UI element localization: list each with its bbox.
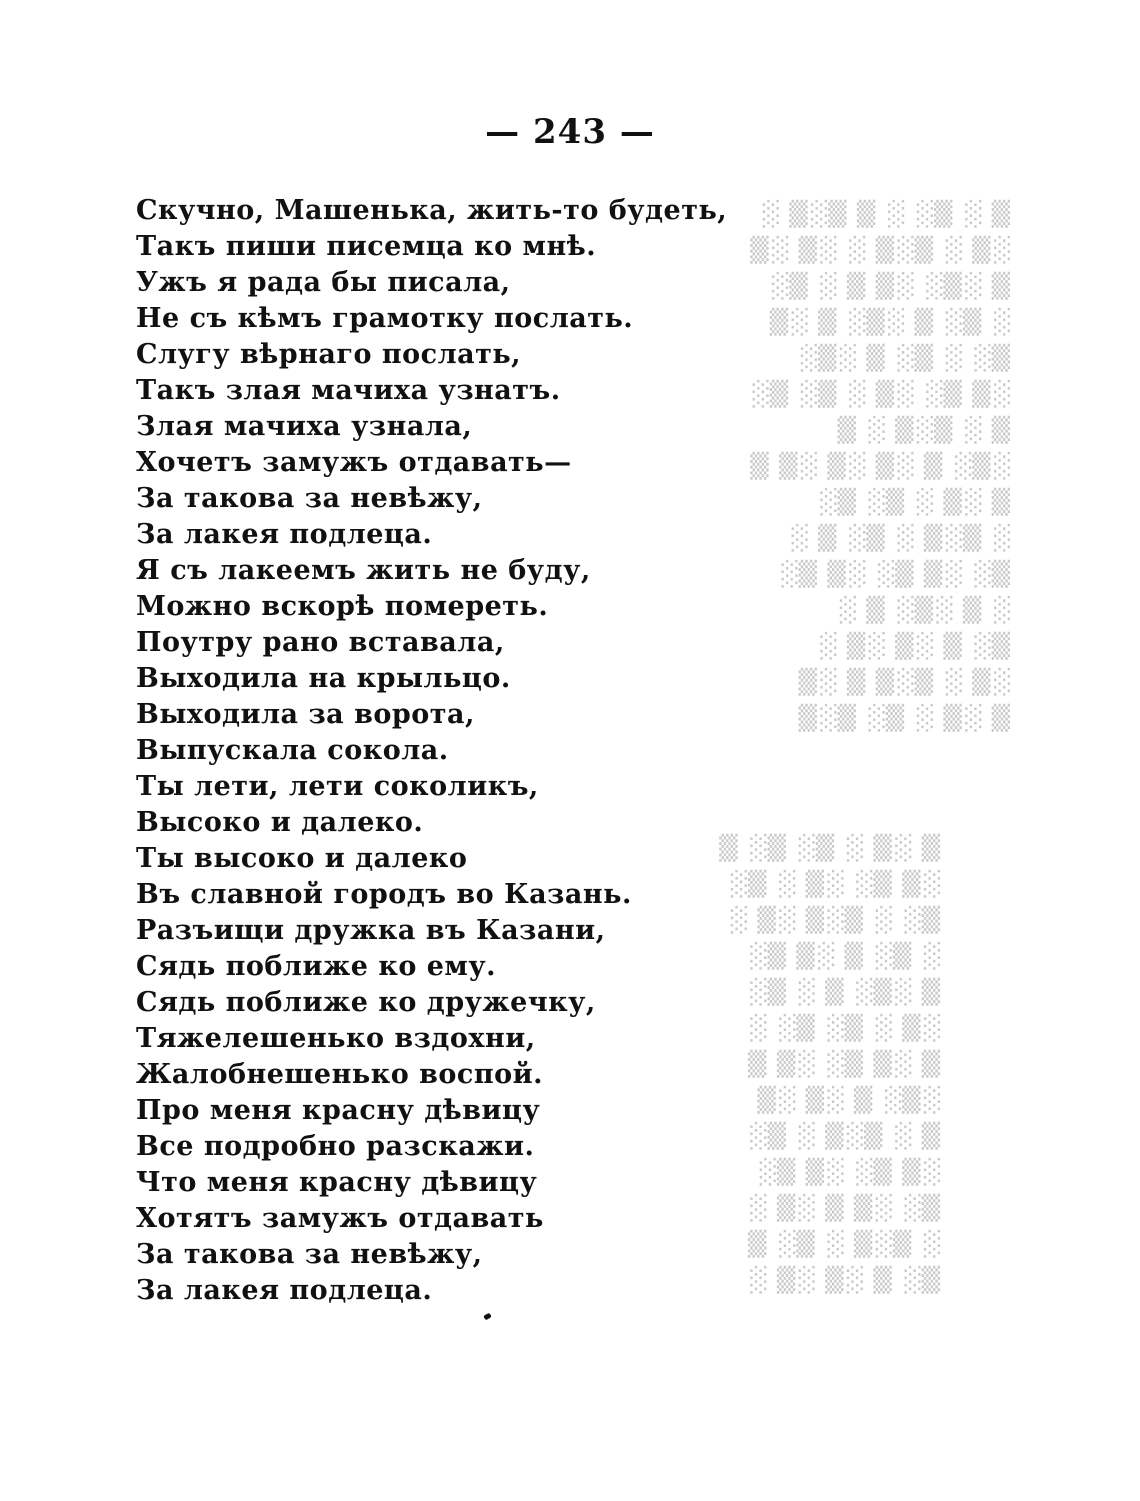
verse-line: Высоко и далеко. — [136, 807, 424, 838]
verse-line: Сядь поближе ко ему. — [136, 951, 497, 982]
verse-line: Въ славной городъ во Казань. — [136, 879, 632, 910]
verse-line: Хотятъ замужъ отдавать — [136, 1203, 544, 1234]
verse-line: За такова за невѣжу, — [136, 483, 483, 514]
verse-line: Скучно, Машенька, жить-то будеть, — [136, 195, 728, 226]
verse-line: Слугу вѣрнаго послать, — [136, 339, 522, 370]
verse-line: Ты лети, лети соколикъ, — [136, 771, 539, 802]
verse-line: Выходила за ворота, — [136, 699, 475, 730]
verse-line: Ужъ я рада бы писала, — [136, 267, 511, 298]
verse-line: За лакея подлеца. — [136, 1275, 433, 1306]
verse-line: Разъищи дружка въ Казани, — [136, 915, 606, 946]
verse-line: Все подробно разскажи. — [136, 1131, 535, 1162]
verse-line: За лакея подлеца. — [136, 519, 433, 550]
verse-line: Поутру рано вставала, — [136, 627, 505, 658]
verse-line: Хочетъ замужъ отдавать— — [136, 447, 572, 478]
verse-line: За такова за невѣжу, — [136, 1239, 483, 1270]
verse-line: Выходила на крыльцо. — [136, 663, 511, 694]
verse-line: Ты высоко и далеко — [136, 843, 468, 874]
verse-line: Выпускала сокола. — [136, 735, 449, 766]
verse-line: Я съ лакеемъ жить не буду, — [136, 555, 591, 586]
verse-line: Злая мачиха узнала, — [136, 411, 473, 442]
verse-line: Такъ злая мачиха узнатъ. — [136, 375, 561, 406]
verse-line: Про меня красну дѣвицу — [136, 1095, 541, 1126]
bleed-through-ink: ▒ ░ ▒░ ░ ▒ ▒░▒ ░ ░▒ ░ ▒░▒ ░ ░▒ ░▒ ▒ ░▒░ ░▒ ▒ ░ ▒░ ░ ▒░ ▒ ░▒░ ▒ ░▒ ▒░ ░ ▒░ ▒ ░▒░ ░▒ ▒░ ░▒ ░ ▒░ ▒░ ▒ ░ ▒░▒ ░ ▒ ░▒░ ▒ ░▒ ░▒ ░▒ ▒ ▒ ░▒ ░ ▒░ ▒░ ░ ▒░▒ ░ ▒░ ▒ ░ ▒░ ░▒ ▒░ ░▒ ▒░ ░ ▒ ░▒░ ▒ ░ ▒░ ▒ ░▒ ░▒ ░ ░▒ ░ ▒░▒ ▒ ░▒ ▒ ░▒ ░ ▒░ ▒░▒ — [749, 199, 1010, 732]
verse-line: Сядь поближе ко дружечку, — [136, 987, 596, 1018]
verse-line: Жалобнешенько воспой. — [136, 1059, 544, 1090]
verse-line: Можно вскорѣ помереть. — [136, 591, 549, 622]
verse-line: Что меня красну дѣвицу — [136, 1167, 538, 1198]
verse-line: Не съ кѣмъ грамотку послать. — [136, 303, 634, 334]
bleed-through-ink: ▒ ░▒ ░ ▒░ ▒░ ▒ ░▒ ▒░ ░▒ ░ ▒░ ▒░ ░ ▒░▒ ░▒ ░ ░ ▒░ ▒ ░▒ ▒░ ▒ ░▒░ ▒ ░ ▒░ ░▒ ░ ▒░ ▒░ ░ ▒ ░▒ ▒░ ░▒ ▒ ░▒░ ▒ ░▒ ░▒ ▒ ░ ▒░▒ ░ ▒░ ░▒ ▒░ ░▒ ▒░ ▒░ ░▒ ▒ ░▒ ░ ░ ▒░▒ ░ ▒░ ▒ ▒░ ▒ ░▒ ░▒ ░ — [718, 833, 940, 1294]
verse-line: Такъ пиши писемца ко мнѣ. — [136, 231, 597, 262]
page-number: — 243 — — [485, 112, 655, 152]
verse-line: Тяжелешенько вздохни, — [136, 1023, 536, 1054]
ink-speck — [483, 1313, 492, 1321]
